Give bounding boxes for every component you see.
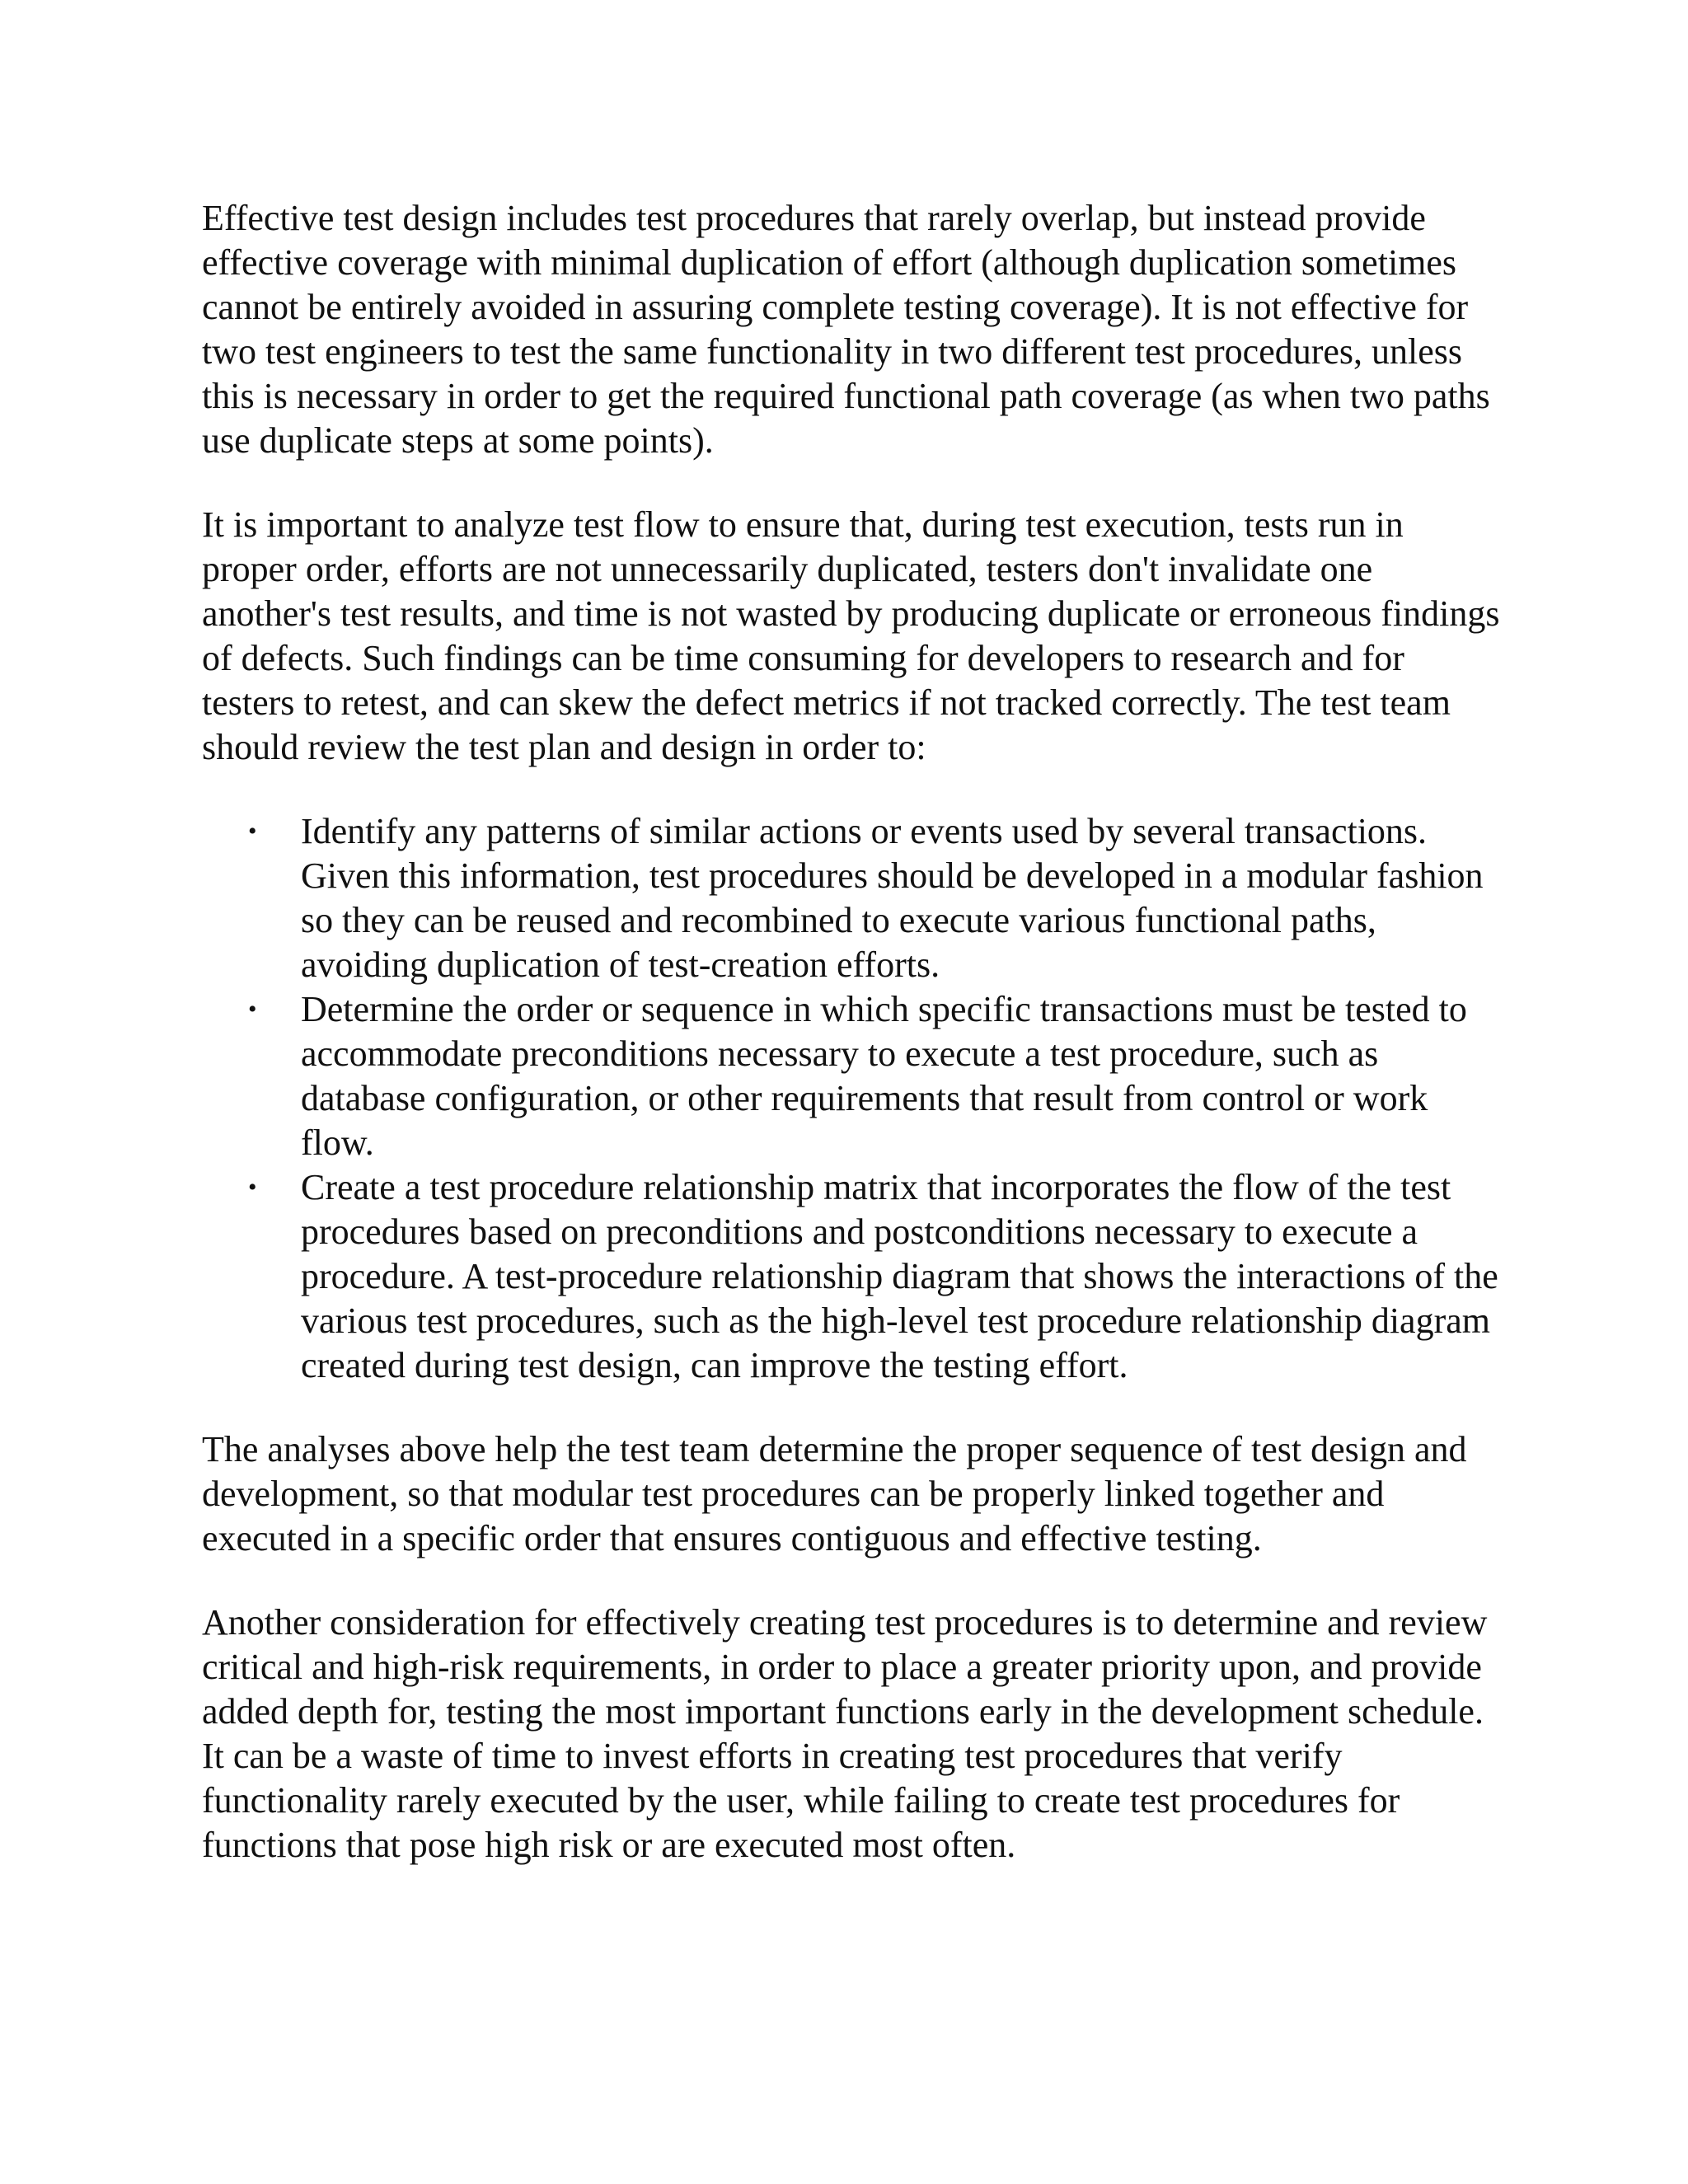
paragraph-test-design-overlap: Effective test design includes test procedures that rarely overlap, but instead provide effective coverage with minimal duplication of effort (although duplication sometimes cannot be entirely avoided in assuring complete testing coverage). It is not effective for two test engineers to test the same functionality in two different test procedures, unless this is necessary in order to get the required functional path coverage (as when two paths use duplicate steps at some points). [202, 198, 1490, 461]
bullet-icon: • [248, 996, 257, 1023]
document-page [202, 196, 1504, 1907]
bullet-icon: • [248, 818, 257, 845]
list-item-determine-order [202, 987, 1504, 1165]
bullet-icon: • [248, 1174, 257, 1201]
paragraph-high-risk-requirements: Another consideration for effectively creating test procedures is to determine and review critical and high-risk requirements, in order to place a greater priority upon, and provide added depth for, testing the most important functions early in the development schedule. It can be a waste of time to invest efforts in creating test procedures that verify functionality rarely executed by the user, while failing to create test procedures for functions that pose high risk or are executed most often. [202, 1602, 1488, 1865]
paragraph-test-flow-analysis: It is important to analyze test flow to ensure that, during test execution, tests run in proper order, efforts are not unnecessarily duplicated, testers don't invalidate one another's test results, and time is not wasted by producing duplicate or erroneous findings of defects. Such findings can be time consuming for developers to research and for testers to retest, and can skew the defect metrics if not tracked correctly. The test team should review the test plan and design in order to: [202, 504, 1500, 767]
list-item-identify-patterns [202, 809, 1504, 987]
review-goals-list [202, 809, 1504, 1388]
list-item-relationship-matrix [202, 1165, 1504, 1388]
paragraph-analyses-summary: The analyses above help the test team determine the proper sequence of test design and development, so that modular test procedures can be properly linked together and executed in a specific order that ensures contiguous and effective testing. [202, 1429, 1467, 1558]
list-item-text: Create a test procedure relationship matrix that incorporates the flow of the test procedures based on preconditions and postconditions necessary to execute a procedure. A test-procedure relationship diagram that shows the interactions of the various test procedures, such as the high-level test procedure relationship diagram created during test design, can improve the testing effort. [301, 1167, 1498, 1385]
list-item-text: Determine the order or sequence in which specific transactions must be tested to accommodate preconditions necessary to execute a test procedure, such as database configuration, or other requirements that result from control or work flow. [301, 989, 1467, 1163]
list-item-text: Identify any patterns of similar actions or events used by several transactions. Given this information, test procedures should be developed in a modular fashion so they can be reused and recombined to execute various functional paths, avoiding duplication of test-creation efforts. [301, 811, 1484, 985]
